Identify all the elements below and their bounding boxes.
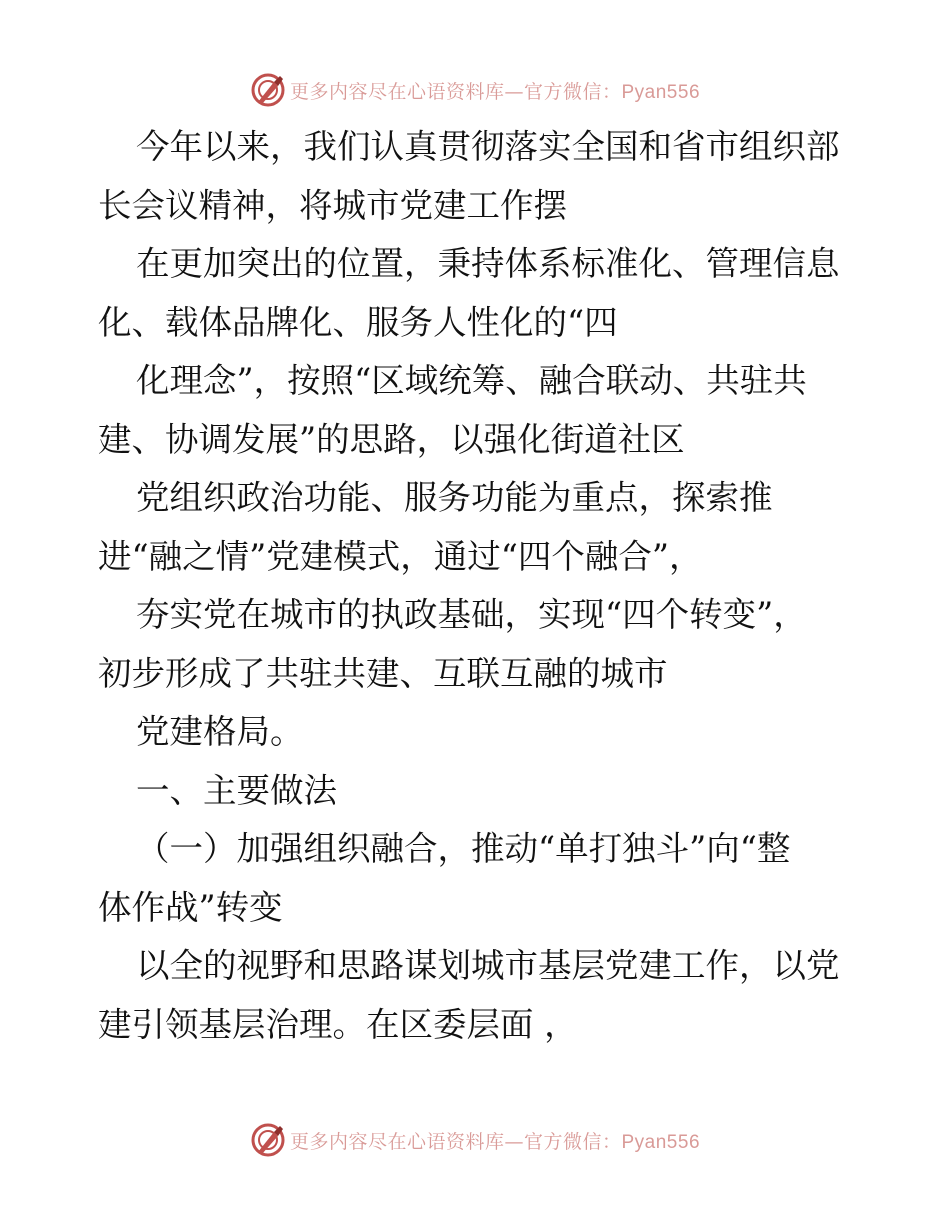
pen-logo-icon — [250, 72, 286, 108]
text-line: 建、协调发展”的思路，以强化街道社区 — [98, 419, 685, 459]
text-line: 党组织政治功能、服务功能为重点，探索推 — [136, 478, 773, 517]
text-line: 建引领基层治理。在区委层面 ， — [98, 1004, 578, 1044]
text-line: 党建格局。 — [136, 712, 304, 751]
text-line: 长会议精神，将城市党建工作摆 — [98, 185, 567, 225]
pen-logo-icon — [250, 1122, 286, 1158]
text-line: 以全的视野和思路谋划城市基层党建工作，以党 — [136, 946, 840, 985]
subsection-heading: （一）加强组织融合，推动“单打独斗”向“整 — [136, 829, 791, 868]
section-heading: 一、主要做法 — [136, 770, 337, 810]
text-line: 化、载体品牌化、服务人性化的“四 — [98, 302, 618, 342]
text-line: 化理念”，按照“区域统筹、融合联动、共驻共 — [136, 361, 807, 400]
footer-watermark — [0, 1118, 950, 1162]
watermark-text: 更多内容尽在心语资料库—官方微信：Pyan556 — [289, 1130, 701, 1153]
header-watermark — [0, 68, 950, 112]
text-line: 进“融之情”党建模式，通过“四个融合”， — [98, 536, 703, 576]
text-line: 今年以来，我们认真贯彻落实全国和省市组织部 — [136, 127, 840, 166]
watermark-text: 更多内容尽在心语资料库—官方微信：Pyan556 — [289, 80, 701, 103]
text-line: 夯实党在城市的执政基础，实现“四个转变”， — [136, 595, 807, 634]
subsection-heading-cont: 体作战”转变 — [98, 887, 283, 927]
text-line: 在更加突出的位置，秉持体系标准化、管理信息 — [136, 244, 840, 283]
text-line: 初步形成了共驻共建、互联互融的城市 — [98, 653, 668, 693]
document-body — [98, 118, 858, 1054]
